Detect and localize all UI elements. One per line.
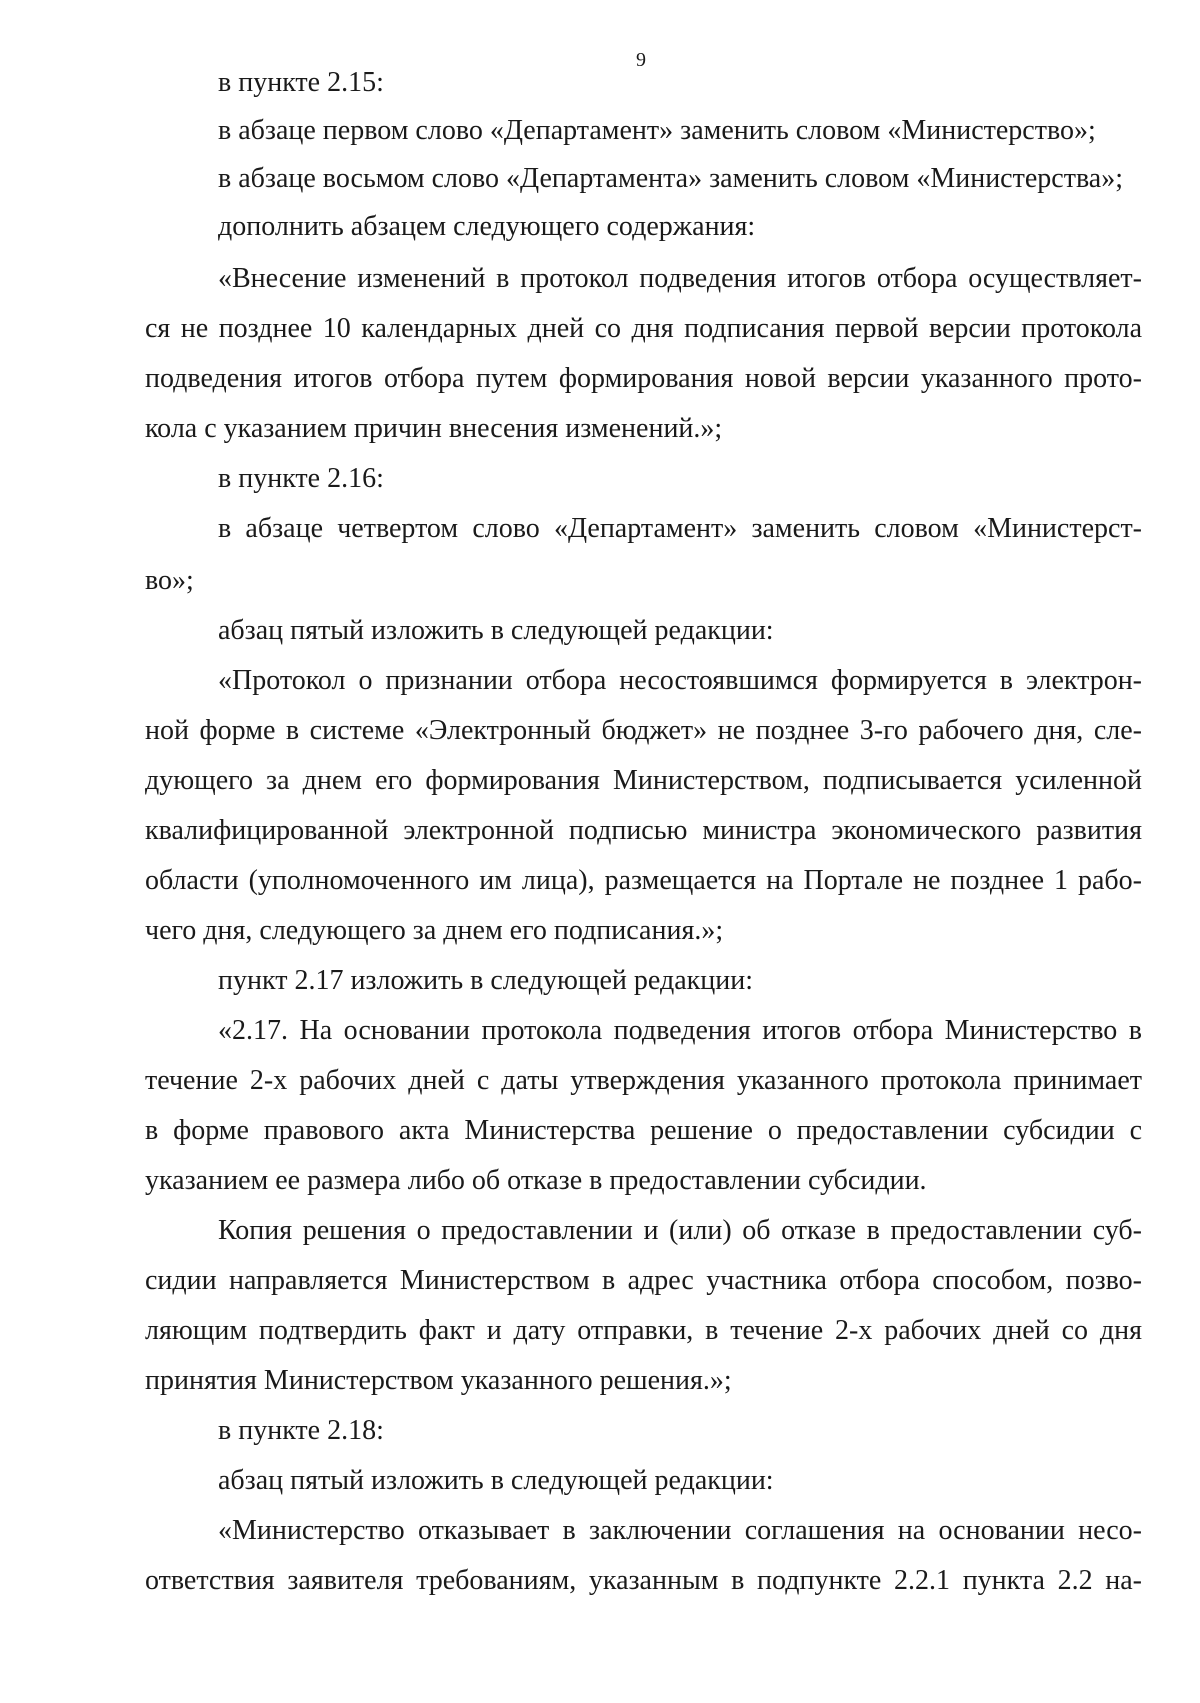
text-line: подведения итогов отбора путем формирования новой версии указанного прото- [145,363,1142,394]
text-line: во»; [145,565,194,596]
text-line: кола с указанием причин внесения изменений.»; [145,413,723,444]
text-line: чего дня, следующего за днем его подписания.»; [145,915,724,946]
text-line: дующего за днем его формирования Министерством, подписывается усиленной [145,765,1142,796]
text-line: в абзаце первом слово «Департамент» заменить словом «Министерство»; [218,115,1096,146]
text-line: абзац пятый изложить в следующей редакции: [218,615,774,646]
text-line: в пункте 2.18: [218,1415,384,1446]
text-line: ответствия заявителя требованиям, указанным в подпункте 2.2.1 пункта 2.2 на- [145,1565,1142,1596]
text-line: принятия Министерством указанного решения.»; [145,1365,732,1396]
text-line: пункт 2.17 изложить в следующей редакции: [218,965,753,996]
text-line: Копия решения о предоставлении и (или) об отказе в предоставлении суб- [218,1215,1142,1246]
text-line: «Внесение изменений в протокол подведения итогов отбора осуществляет- [218,263,1142,294]
text-line: ляющим подтвердить факт и дату отправки, в течение 2-х рабочих дней со дня [145,1315,1142,1346]
text-line: ся не позднее 10 календарных дней со дня подписания первой версии протокола [145,313,1142,344]
text-line: в форме правового акта Министерства решение о предоставлении субсидии с [145,1115,1142,1146]
text-line: указанием ее размера либо об отказе в предоставлении субсидии. [145,1165,927,1196]
page-number: 9 [636,49,646,71]
text-line: сидии направляется Министерством в адрес участника отбора способом, позво- [145,1265,1142,1296]
text-line: дополнить абзацем следующего содержания: [218,211,756,242]
text-line: течение 2-х рабочих дней с даты утверждения указанного протокола принимает [145,1065,1142,1096]
text-line: в пункте 2.15: [218,67,384,98]
text-line: в пункте 2.16: [218,463,384,494]
text-line: «Министерство отказывает в заключении соглашения на основании несо- [218,1515,1142,1546]
text-line: «Протокол о признании отбора несостоявшимся формируется в электрон- [218,665,1142,696]
text-line: в абзаце восьмом слово «Департамента» заменить словом «Министерства»; [218,163,1123,194]
text-line: «2.17. На основании протокола подведения итогов отбора Министерство в [218,1015,1142,1046]
text-line: абзац пятый изложить в следующей редакции: [218,1465,774,1496]
text-line: области (уполномоченного им лица), размещается на Портале не позднее 1 рабо- [145,865,1142,896]
text-line: ной форме в системе «Электронный бюджет» не позднее 3-го рабочего дня, сле- [145,715,1142,746]
text-line: в абзаце четвертом слово «Департамент» заменить словом «Министерст- [218,513,1142,544]
text-line: квалифицированной электронной подписью министра экономического развития [145,815,1142,846]
